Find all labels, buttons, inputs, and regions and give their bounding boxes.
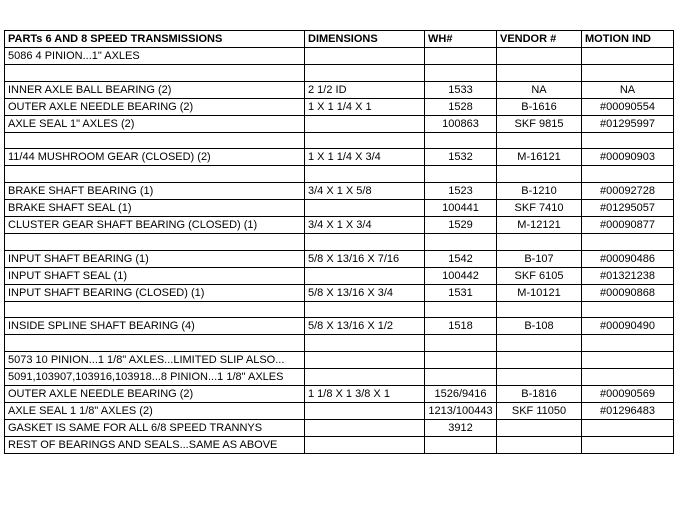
cell-dimensions[interactable] [305,301,425,318]
table-row [5,81,674,98]
cell-part[interactable]: BRAKE SHAFT BEARING (1) [5,183,305,200]
cell-dimensions[interactable]: 5/8 X 13/16 X 7/16 [305,250,425,267]
table-row [5,386,674,403]
cell-vendor[interactable]: SKF 11050 [497,403,582,420]
cell-dimensions[interactable]: 5/8 X 13/16 X 3/4 [305,284,425,301]
cell-part[interactable]: AXLE SEAL 1" AXLES (2) [5,115,305,132]
table-row [5,284,674,301]
table-row [5,132,674,149]
cell-motion-ind[interactable] [582,369,674,386]
cell-vendor[interactable]: SKF 7410 [497,200,582,217]
table-row [5,234,674,251]
header-cell-vendor[interactable]: VENDOR # [497,31,582,48]
cell-dimensions[interactable] [305,115,425,132]
table-row [5,403,674,420]
parts-spreadsheet [4,30,674,454]
cell-motion-ind[interactable]: #00090486 [582,250,674,267]
table-row [5,318,674,335]
cell-motion-ind[interactable] [582,48,674,65]
table-row [5,65,674,82]
cell-motion-ind[interactable]: #00090554 [582,98,674,115]
header-cell-motion-ind[interactable]: MOTION IND [582,31,674,48]
cell-dimensions[interactable] [305,166,425,183]
cell-wh[interactable] [425,352,497,369]
cell-wh[interactable]: 1213/100443 [425,403,497,420]
cell-motion-ind[interactable]: #00090877 [582,217,674,234]
cell-wh[interactable] [425,132,497,149]
cell-wh[interactable]: 100442 [425,267,497,284]
cell-dimensions[interactable] [305,65,425,82]
header-cell-wh[interactable]: WH# [425,31,497,48]
cell-dimensions[interactable] [305,48,425,65]
cell-part[interactable]: 5091,103907,103916,103918...8 PINION...1 1/8" AXLES [5,369,305,386]
table-row [5,115,674,132]
cell-part[interactable] [5,65,305,82]
cell-motion-ind[interactable] [582,420,674,437]
cell-dimensions[interactable] [305,132,425,149]
cell-part[interactable]: INPUT SHAFT BEARING (1) [5,250,305,267]
cell-wh[interactable] [425,437,497,454]
cell-vendor[interactable]: B-107 [497,250,582,267]
cell-part[interactable]: AXLE SEAL 1 1/8" AXLES (2) [5,403,305,420]
cell-wh[interactable]: 1528 [425,98,497,115]
parts-table-body [5,31,674,454]
cell-dimensions[interactable]: 1 X 1 1/4 X 3/4 [305,149,425,166]
cell-motion-ind[interactable]: #00090569 [582,386,674,403]
table-row [5,48,674,65]
header-cell-parts[interactable]: PARTs 6 AND 8 SPEED TRANSMISSIONS [5,31,305,48]
cell-dimensions[interactable] [305,369,425,386]
cell-vendor[interactable] [497,65,582,82]
cell-part[interactable]: INSIDE SPLINE SHAFT BEARING (4) [5,318,305,335]
cell-wh[interactable] [425,234,497,251]
cell-dimensions[interactable] [305,420,425,437]
cell-part[interactable]: OUTER AXLE NEEDLE BEARING (2) [5,386,305,403]
cell-wh[interactable]: 1523 [425,183,497,200]
cell-dimensions[interactable]: 1 X 1 1/4 X 1 [305,98,425,115]
cell-vendor[interactable] [497,132,582,149]
parts-table [4,30,674,454]
cell-vendor[interactable] [497,437,582,454]
cell-motion-ind[interactable] [582,352,674,369]
cell-part[interactable]: OUTER AXLE NEEDLE BEARING (2) [5,98,305,115]
table-row [5,335,674,352]
cell-motion-ind[interactable]: #00090903 [582,149,674,166]
cell-motion-ind[interactable]: #00090490 [582,318,674,335]
cell-wh[interactable]: 1532 [425,149,497,166]
cell-vendor[interactable]: B-1210 [497,183,582,200]
table-row [5,420,674,437]
table-row [5,437,674,454]
cell-part[interactable]: INPUT SHAFT SEAL (1) [5,267,305,284]
cell-dimensions[interactable]: 1 1/8 X 1 3/8 X 1 [305,386,425,403]
cell-motion-ind[interactable] [582,166,674,183]
cell-vendor[interactable] [497,335,582,352]
cell-vendor[interactable] [497,166,582,183]
table-row [5,250,674,267]
table-row [5,369,674,386]
cell-motion-ind[interactable] [582,437,674,454]
cell-part[interactable] [5,234,305,251]
cell-motion-ind[interactable]: #00092728 [582,183,674,200]
cell-vendor[interactable]: B-1616 [497,98,582,115]
cell-wh[interactable]: 100863 [425,115,497,132]
table-row [5,301,674,318]
cell-wh[interactable]: 100441 [425,200,497,217]
cell-motion-ind[interactable]: NA [582,81,674,98]
cell-wh[interactable] [425,48,497,65]
cell-wh[interactable]: 1533 [425,81,497,98]
cell-vendor[interactable] [497,369,582,386]
cell-vendor[interactable]: M-10121 [497,284,582,301]
cell-wh[interactable]: 3912 [425,420,497,437]
table-row [5,166,674,183]
header-row [5,31,674,48]
cell-wh[interactable]: 1531 [425,284,497,301]
cell-wh[interactable]: 1526/9416 [425,386,497,403]
cell-wh[interactable]: 1529 [425,217,497,234]
cell-dimensions[interactable] [305,403,425,420]
table-row [5,217,674,234]
cell-motion-ind[interactable]: #00090868 [582,284,674,301]
cell-vendor[interactable]: M-16121 [497,149,582,166]
cell-dimensions[interactable] [305,200,425,217]
cell-part[interactable] [5,166,305,183]
cell-dimensions[interactable] [305,335,425,352]
cell-vendor[interactable]: NA [497,81,582,98]
cell-motion-ind[interactable]: #01295057 [582,200,674,217]
cell-vendor[interactable]: SKF 6105 [497,267,582,284]
cell-dimensions[interactable] [305,267,425,284]
cell-motion-ind[interactable] [582,65,674,82]
cell-vendor[interactable]: B-108 [497,318,582,335]
cell-wh[interactable] [425,335,497,352]
cell-wh[interactable] [425,369,497,386]
cell-part[interactable]: INPUT SHAFT BEARING (CLOSED) (1) [5,284,305,301]
cell-dimensions[interactable] [305,234,425,251]
cell-part[interactable]: 5086 4 PINION...1" AXLES [5,48,305,65]
cell-dimensions[interactable]: 3/4 X 1 X 5/8 [305,183,425,200]
table-row [5,352,674,369]
table-row [5,267,674,284]
cell-vendor[interactable]: B-1816 [497,386,582,403]
cell-part[interactable] [5,132,305,149]
cell-wh[interactable] [425,65,497,82]
cell-motion-ind[interactable] [582,301,674,318]
cell-part[interactable]: REST OF BEARINGS AND SEALS...SAME AS ABOVE [5,437,305,454]
cell-part[interactable]: 11/44 MUSHROOM GEAR (CLOSED) (2) [5,149,305,166]
cell-wh[interactable]: 1518 [425,318,497,335]
header-cell-dimensions[interactable]: DIMENSIONS [305,31,425,48]
cell-motion-ind[interactable] [582,234,674,251]
cell-part[interactable] [5,301,305,318]
cell-vendor[interactable] [497,301,582,318]
table-row [5,200,674,217]
table-row [5,183,674,200]
cell-vendor[interactable]: SKF 9815 [497,115,582,132]
table-row [5,149,674,166]
cell-dimensions[interactable]: 3/4 X 1 X 3/4 [305,217,425,234]
cell-motion-ind[interactable]: #01321238 [582,267,674,284]
cell-part[interactable]: INNER AXLE BALL BEARING (2) [5,81,305,98]
cell-motion-ind[interactable] [582,335,674,352]
cell-motion-ind[interactable] [582,132,674,149]
cell-part[interactable] [5,335,305,352]
cell-vendor[interactable] [497,352,582,369]
cell-dimensions[interactable]: 2 1/2 ID [305,81,425,98]
cell-motion-ind[interactable]: #01295997 [582,115,674,132]
cell-part[interactable]: 5073 10 PINION...1 1/8" AXLES...LIMITED SLIP ALSO... [5,352,305,369]
cell-motion-ind[interactable]: #01296483 [582,403,674,420]
cell-part[interactable]: BRAKE SHAFT SEAL (1) [5,200,305,217]
cell-part[interactable]: CLUSTER GEAR SHAFT BEARING (CLOSED) (1) [5,217,305,234]
cell-vendor[interactable]: M-12121 [497,217,582,234]
cell-part[interactable]: GASKET IS SAME FOR ALL 6/8 SPEED TRANNYS [5,420,305,437]
table-row [5,98,674,115]
cell-wh[interactable] [425,301,497,318]
cell-wh[interactable]: 1542 [425,250,497,267]
cell-dimensions[interactable]: 5/8 X 13/16 X 1/2 [305,318,425,335]
cell-vendor[interactable] [497,420,582,437]
cell-vendor[interactable] [497,48,582,65]
cell-wh[interactable] [425,166,497,183]
cell-vendor[interactable] [497,234,582,251]
cell-dimensions[interactable] [305,437,425,454]
cell-dimensions[interactable] [305,352,425,369]
